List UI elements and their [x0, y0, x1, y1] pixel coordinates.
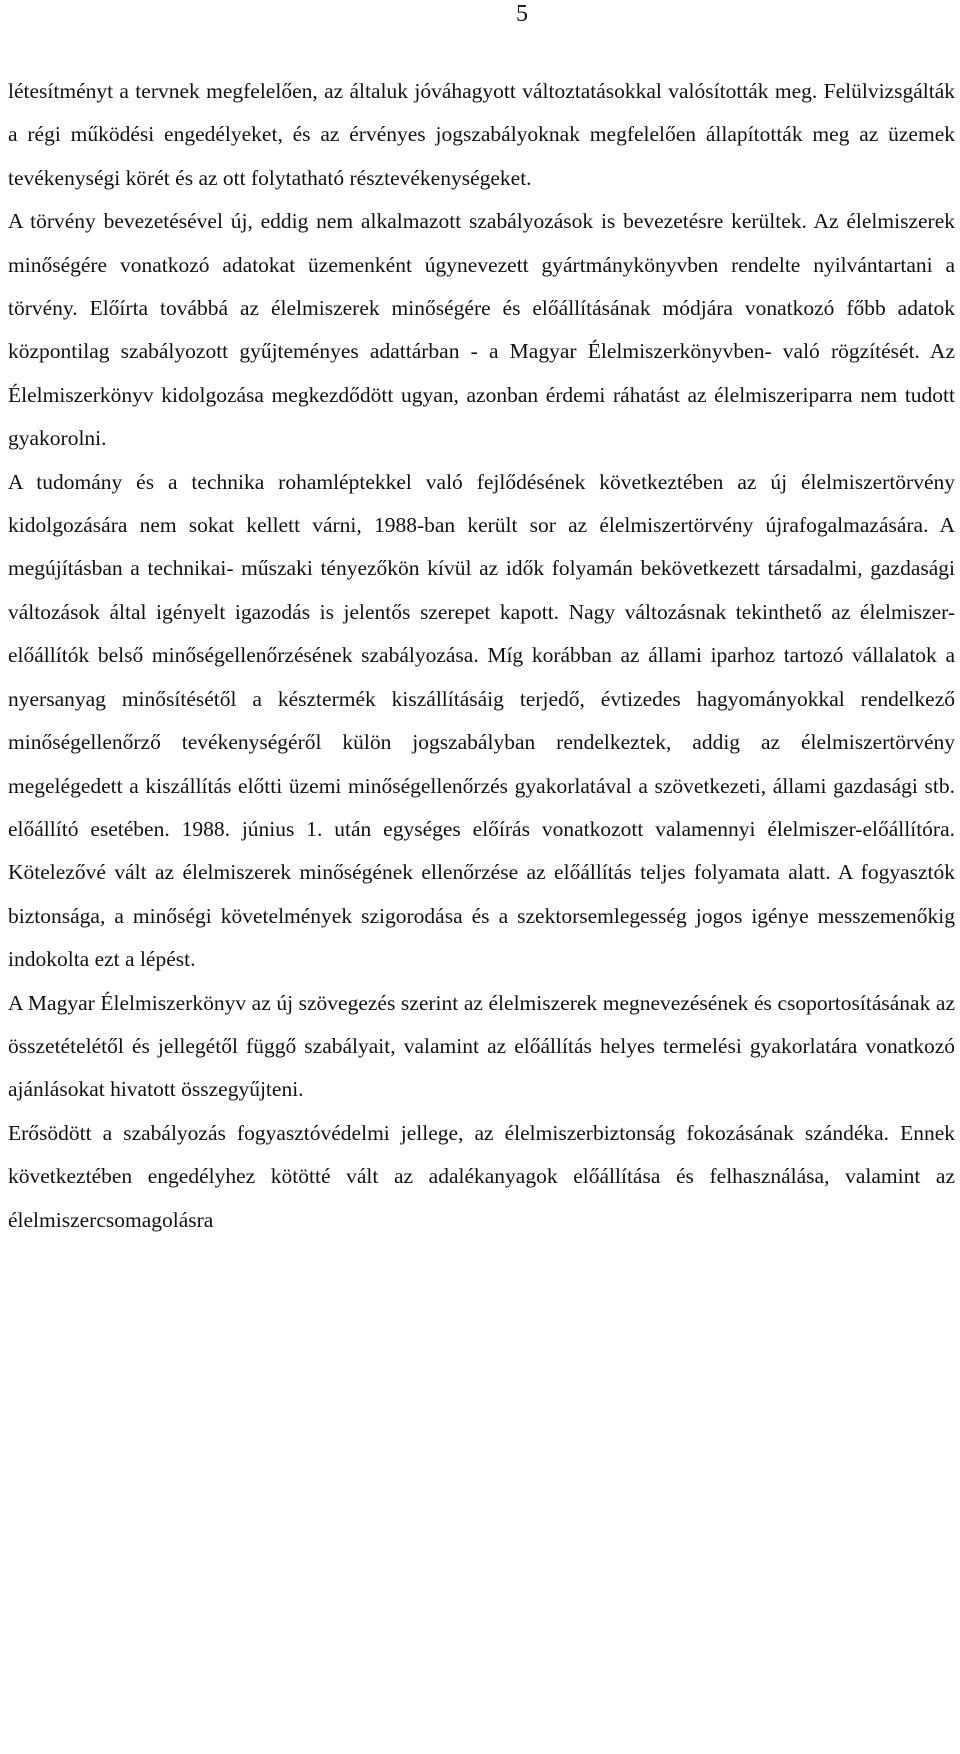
paragraph-1: létesítményt a tervnek megfelelően, az általuk jóváhagyott változtatásokkal valósították meg. Felülvizsgálták a régi működési engedélyeket, és az érvényes jogszabályoknak megfelelően állapították meg az üzemek tevékenységi körét és az ott folytatható résztevékenységeket. — [8, 79, 955, 190]
paragraph-5: Erősödött a szabályozás fogyasztóvédelmi jellege, az élelmiszerbiztonság fokozásának szándéka. Ennek következtében engedélyhez kötötté vált az adalékanyagok előállítása és felhasználása, valamint az élelmiszercsomagolásra — [8, 1120, 955, 1232]
page-number: 5 — [516, 1, 528, 27]
paragraph-3: A tudomány és a technika rohamléptekkel való fejlődésének következtében az új élelmiszertörvény kidolgozására nem sokat kellett várni, 1988-ban került sor az élelmiszertörvény újrafogalmazására. A megújításban a technikai- műszaki tényezőkön kívül az idők folyamán bekövetkezett társadalmi, gazdasági változások által igényelt igazodás is jelentős szerepet kapott. Nagy változásnak tekinthető az élelmiszer-előállítók belső minőségellenőrzésének szabályozása. Míg korábban az állami iparhoz tartozó vállalatok a nyersanyag minősítésétől a késztermék kiszállításáig terjedő, évtizedes hagyományokkal rendelkező minőségellenőrző tevékenységéről külön jogszabályban rendelkeztek, addig az élelmiszertörvény megelégedett a kiszállítás előtti üzemi minőségellenőrzés gyakorlatával a szövetkezeti, állami gazdasági stb. előállító esetében. 1988. június 1. után egységes előírás vonatkozott valamennyi élelmiszer-előállítóra. Kötelezővé vált az élelmiszerek minőségének ellenőrzése az előállítás teljes folyamata alatt. A fogyasztók biztonsága, a minőségi követelmények szigorodása és a szektorsemlegesség jogos igénye messzemenőkig indokolta ezt a lépést. — [8, 469, 955, 972]
paragraph-4: A Magyar Élelmiszerkönyv az új szövegezés szerint az élelmiszerek megnevezésének és csoportosításának az összetételétől és jellegétől függő szabályait, valamint az előállítás helyes termelési gyakorlatára vonatkozó ajánlásokat hivatott összegyűjteni. — [8, 990, 955, 1102]
paragraph-2: A törvény bevezetésével új, eddig nem alkalmazott szabályozások is bevezetésre kerültek. Az élelmiszerek minőségére vonatkozó adatokat üzemenként úgynevezett gyártmánykönyvben rendelte nyilvántartani a törvény. Előírta továbbá az élelmiszerek minőségére és előállításának módjára vonatkozó főbb adatok központilag szabályozott gyűjteményes adattárban - a Magyar Élelmiszerkönyvben- való rögzítését. Az Élelmiszerkönyv kidolgozása megkezdődött ugyan, azonban érdemi ráhatást az élelmiszeriparra nem tudott gyakorolni. — [8, 209, 955, 451]
body-text — [8, 70, 955, 1242]
